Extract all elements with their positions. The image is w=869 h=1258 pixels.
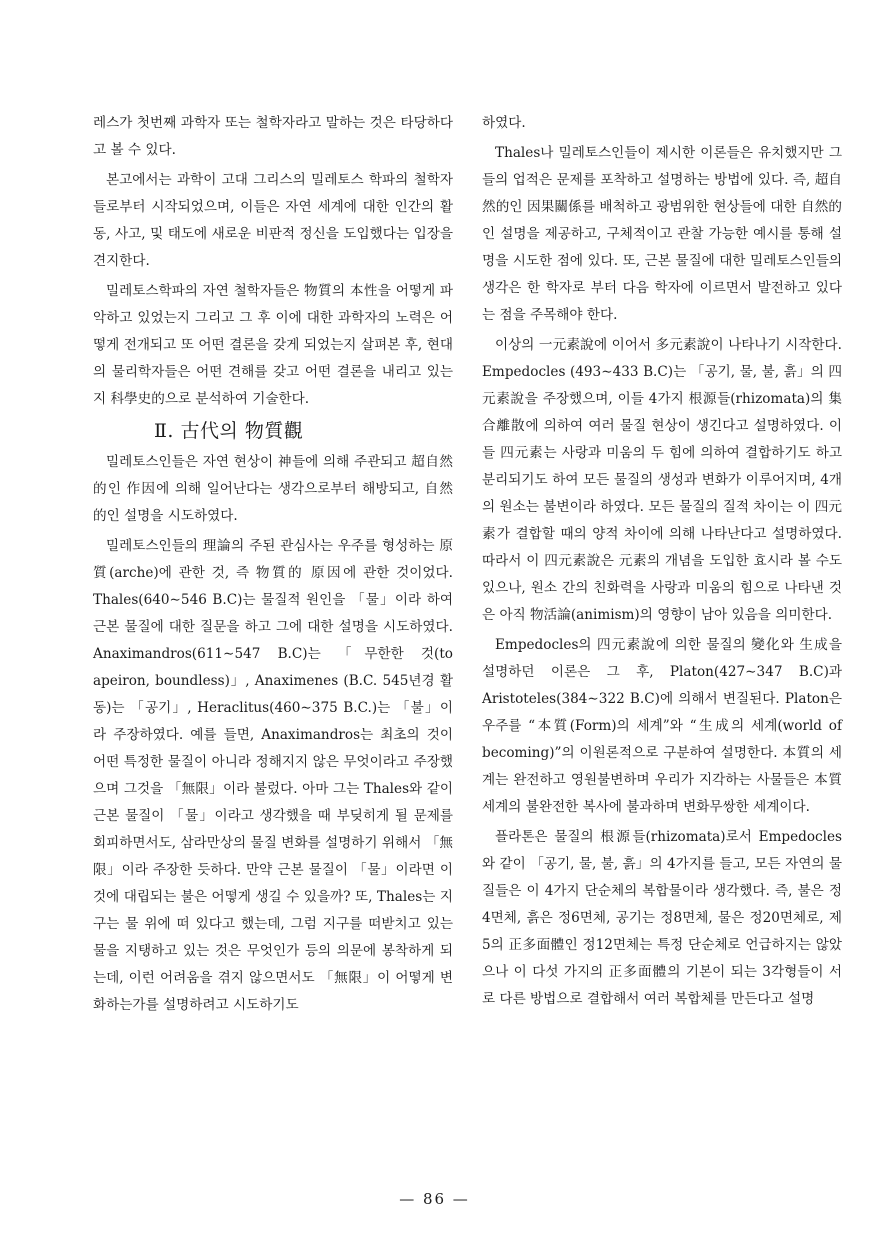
left-paragraph-1: 레스가 첫번째 과학자 또는 철학자라고 말하는 것은 타당하다고 볼 수 있다.: [93, 115, 453, 158]
right-paragraph-4: Empedocles의 四元素說에 의한 물질의 變化와 生成을 설명하던 이론은 그 후, Platon(427∼347 B.C)과 Aristoteles(384∼322 B.C)에 의해서 변질된다. Platon은 우주를 “本質(Form)의 세계”와 “生成의 세계(world of becoming)”의 이원론적으로 구분하여 설명한다. 本質의 세계는 완전하고 영원불변하며 우리가 지각하는 사물들은 本質 세계의 불완전한 복사에 불과하며 변화무쌍한 세계이다.: [482, 637, 842, 815]
right-paragraph-1: 하였다.: [482, 115, 526, 131]
section-heading: Ⅱ. 古代의 物質觀: [154, 420, 304, 442]
left-paragraph-5: 밀레토스인들의 理論의 주된 관심사는 우주를 형성하는 原質(arche)에 관한 것, 즉 物質的 原因에 관한 것이었다. Thales(640∼546 B.C)는 물질적 원인을 「물」이라 하여 근본 물질에 대한 질문을 하고 그에 대한 설명을 시도하였다. Anaximandros(611∼547 B.C)는 「무한한 것(to apeiron, boundless)」, Anaximenes (B.C. 545년경 활동)는 「공기」, Heraclitus(460∼375 B.C.)는 「불」이라 주장하였다. 예를 들면, Anaximandros는 최초의 것이 어떤 특정한 물질이 아니라 정해지지 않은 무엇이라고 주장했으며 그것을 「無限」이라 불렀다. 아마 그는 Thales와 같이 근본 물질이 「물」이라고 생각했을 때 부딪히게 될 문제를 회피하면서도, 삼라만상의 물질 변화를 설명하기 위해서 「無限」이라 주장한 듯하다. 만약 근본 물질이 「물」이라면 이것에 대립되는 불은 어떻게 생길 수 있을까? 또, Thales는 지구는 물 위에 떠 있다고 했는데, 그럼 지구를 떠받치고 있는 물을 지탱하고 있는 것은 무엇인가 등의 의문에 봉착하게 되는데, 이런 어려움을 겪지 않으면서도 「無限」이 어떻게 변화하는가를 설명하려고 시도하기도: [93, 538, 453, 1013]
right-paragraph-2: Thales나 밀레토스인들이 제시한 이론들은 유치했지만 그들의 업적은 문제를 포착하고 설명하는 방법에 있다. 즉, 超自然的인 因果關係를 배척하고 광범위한 현상들에 대한 自然的인 설명을 제공하고, 구체적이고 관찰 가능한 예시를 통해 설명을 시도한 점에 있다. 또, 근본 물질에 대한 밀레토스인들의 생각은 한 학자로 부터 다음 학자에 이르면서 발전하고 있다는 점을 주목해야 한다.: [482, 145, 842, 323]
left-paragraph-3: 밀레토스학파의 자연 철학자들은 物質의 本性을 어떻게 파악하고 있었는지 그리고 그 후 이에 대한 과학자의 노력은 어떻게 전개되고 또 어떤 결론을 갖게 되었는지 살펴본 후, 현대의 물리학자들은 어떤 견해를 갖고 어떤 결론을 내리고 있는지 科學史的으로 분석하여 기술한다.: [93, 283, 453, 407]
right-paragraph-3: 이상의 一元素說에 이어서 多元素說이 나타나기 시작한다. Empedocles (493∼433 B.C)는 「공기, 물, 불, 흙」의 四元素說을 주장했으며, 이들 4가지 根源들(rhizomata)의 集合離散에 의하여 여러 물질 현상이 생긴다고 설명하였다. 이들 四元素는 사랑과 미움의 두 힘에 의하여 결합하기도 하고 분리되기도 하여 모든 물질의 생성과 변화가 이루어지며, 4개의 원소는 불변이라 하였다. 모든 물질의 질적 차이는 이 四元素가 결합할 때의 양적 차이에 의해 나타난다고 설명하였다. 따라서 이 四元素說은 元素의 개념을 도입한 효시라 볼 수도 있으나, 원소 간의 친화력을 사랑과 미움의 힘으로 나타낸 것은 아직 物活論(animism)의 영향이 남아 있음을 의미한다.: [482, 337, 842, 623]
right-paragraph-5: 플라톤은 물질의 根源들(rhizomata)로서 Empedocles와 같이 「공기, 물, 불, 흙」의 4가지를 들고, 모든 자연의 물질들은 이 4가지 단순체의 복합물이라 생각했다. 즉, 불은 정4면체, 흙은 정6면체, 공기는 정8면체, 물은 정20면체로, 제5의 正多面體인 정12면체는 특정 단순체로 언급하지는 않았으나 이 다섯 가지의 正多面體의 기본이 되는 3각형들이 서로 다른 방법으로 결합해서 여러 복합체를 만든다고 설명: [482, 829, 842, 1007]
page-number: — 86 —: [399, 1190, 470, 1208]
left-column: [93, 110, 453, 1019]
left-paragraph-4: 밀레토스인들은 자연 현상이 神들에 의해 주관되고 超自然的인 作因에 의해 일어난다는 생각으로부터 해방되고, 自然的인 설명을 시도하였다.: [93, 454, 453, 524]
left-paragraph-2: 본고에서는 과학이 고대 그리스의 밀레토스 학파의 철학자들로부터 시작되었으며, 이들은 자연 세계에 대한 인간의 활동, 사고, 및 태도에 새로운 비판적 정신을 도입했다는 입장을 견지한다.: [93, 172, 453, 269]
right-column: [482, 110, 842, 1013]
